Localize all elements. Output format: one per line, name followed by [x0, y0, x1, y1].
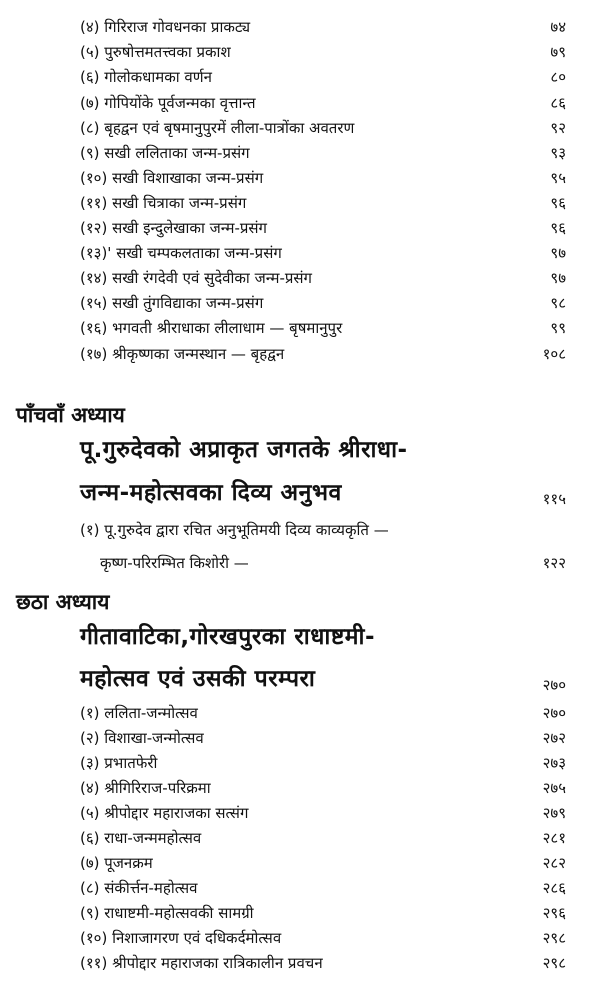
entry-page: २९६	[542, 904, 566, 922]
entry-text: (१३)' सखी चम्पकलताका जन्म-प्रसंग	[80, 244, 282, 262]
entry-text: कृष्ण-परिरम्भित किशोरी —	[100, 554, 249, 572]
entry-text: (६) राधा-जन्ममहोत्सव	[80, 829, 202, 847]
entry-page: २७३	[542, 754, 566, 772]
entry-text: (७) गोपियोंके पूर्वजन्मका वृत्तान्त	[80, 94, 256, 112]
chapter-5-title-line-2	[80, 478, 600, 508]
entry-page: ८६	[550, 94, 566, 112]
entry-page: ९९	[550, 319, 566, 337]
entry-text: (१) ललिता-जन्मोत्सव	[80, 704, 198, 722]
entry-page: २८६	[542, 879, 566, 897]
title-text: महोत्सव एवं उसकी परम्परा	[80, 666, 316, 692]
entry-text: (५) पुरुषोत्तमतत्त्वका प्रकाश	[80, 43, 231, 61]
entry-page: ९८	[550, 294, 566, 312]
entry-page: ९६	[550, 194, 566, 212]
entry-page: ९७	[550, 244, 566, 262]
entry-page: २७०	[542, 704, 566, 722]
entry-page: १२२	[542, 554, 566, 572]
entry-page: १०८	[542, 345, 566, 363]
entry-page: २८१	[542, 829, 566, 847]
entry-text: (६) गोलोकधामका वर्णन	[80, 68, 212, 86]
entry-page: ९५	[550, 169, 566, 187]
entry-page: ९७	[550, 269, 566, 287]
entry-text: (५) श्रीपोद्दार महाराजका सत्संग	[80, 804, 249, 822]
entry-page: २९८	[542, 929, 566, 947]
entry-text: (११) श्रीपोद्दार महाराजका रात्रिकालीन प्रवचन	[80, 954, 323, 972]
entry-page: ९६	[550, 219, 566, 237]
entry-page: २८२	[542, 854, 566, 872]
entry-page: ९३	[550, 144, 566, 162]
entry-text: (३) प्रभातफेरी	[80, 754, 158, 772]
entry-text: (९) सखी ललिताका जन्म-प्रसंग	[80, 144, 250, 162]
entry-page: २७५	[542, 779, 566, 797]
entry-page: ८०	[550, 68, 566, 86]
entry-page: २७९	[542, 804, 566, 822]
entry-text: (१५) सखी तुंगविद्याका जन्म-प्रसंग	[80, 294, 264, 312]
entry-page: ७९	[550, 43, 566, 61]
title-page: २७०	[542, 676, 566, 694]
title-text: पू.गुरुदेवको अप्राकृत जगतके श्रीराधा-	[80, 437, 408, 463]
entry-text: (१४) सखी रंगदेवी एवं सुदेवीका जन्म-प्रसंग	[80, 269, 312, 287]
entry-page: ७४	[550, 18, 566, 36]
entry-text: (२) विशाखा-जन्मोत्सव	[80, 729, 204, 747]
entry-text: (१७) श्रीकृष्णका जन्मस्थान — बृहद्वन	[80, 345, 285, 363]
entry-text: (८) संकीर्त्तन-महोत्सव	[80, 879, 198, 897]
chapter-5-title-line-1	[80, 435, 600, 465]
entry-text: (१) पू.गुरुदेव द्वारा रचित अनुभूतिमयी दिव्य काव्यकृति —	[80, 521, 389, 539]
entry-text: (७) पूजनक्रम	[80, 854, 153, 872]
chapter-6-title-line-2	[80, 664, 600, 694]
entry-text: (१०) निशाजागरण एवं दधिकर्दमोत्सव	[80, 929, 282, 947]
entry-text: (४) श्रीगिरिराज-परिक्रमा	[80, 779, 211, 797]
entry-text: (११) सखी चित्राका जन्म-प्रसंग	[80, 194, 247, 212]
chapter-5-heading: पाँचवाँ अध्याय	[16, 403, 125, 427]
chapter-6-title-line-1	[80, 622, 600, 652]
entry-page: २७२	[542, 729, 566, 747]
title-text: जन्म-महोत्सवका दिव्य अनुभव	[80, 480, 342, 506]
entry-page: २९८	[542, 954, 566, 972]
entry-text: (९) राधाष्टमी-महोत्सवकी सामग्री	[80, 904, 254, 922]
entry-text: (१६) भगवती श्रीराधाका लीलाधाम — बृषमानुपुर	[80, 319, 343, 337]
title-page: ११५	[542, 490, 566, 508]
entry-text: (४) गिरिराज गोवधनका प्राकट्य	[80, 18, 251, 36]
chapter-6-heading: छठा अध्याय	[16, 590, 110, 614]
title-text: गीतावाटिका,गोरखपुरका राधाष्टमी-	[80, 624, 376, 650]
entry-text: (१२) सखी इन्दुलेखाका जन्म-प्रसंग	[80, 219, 268, 237]
entry-text: (८) बृहद्वन एवं बृषमानुपुरमें लीला-पात्रोंका अवतरण	[80, 119, 355, 137]
entry-text: (१०) सखी विशाखाका जन्म-प्रसंग	[80, 169, 264, 187]
entry-page: ९२	[550, 119, 566, 137]
